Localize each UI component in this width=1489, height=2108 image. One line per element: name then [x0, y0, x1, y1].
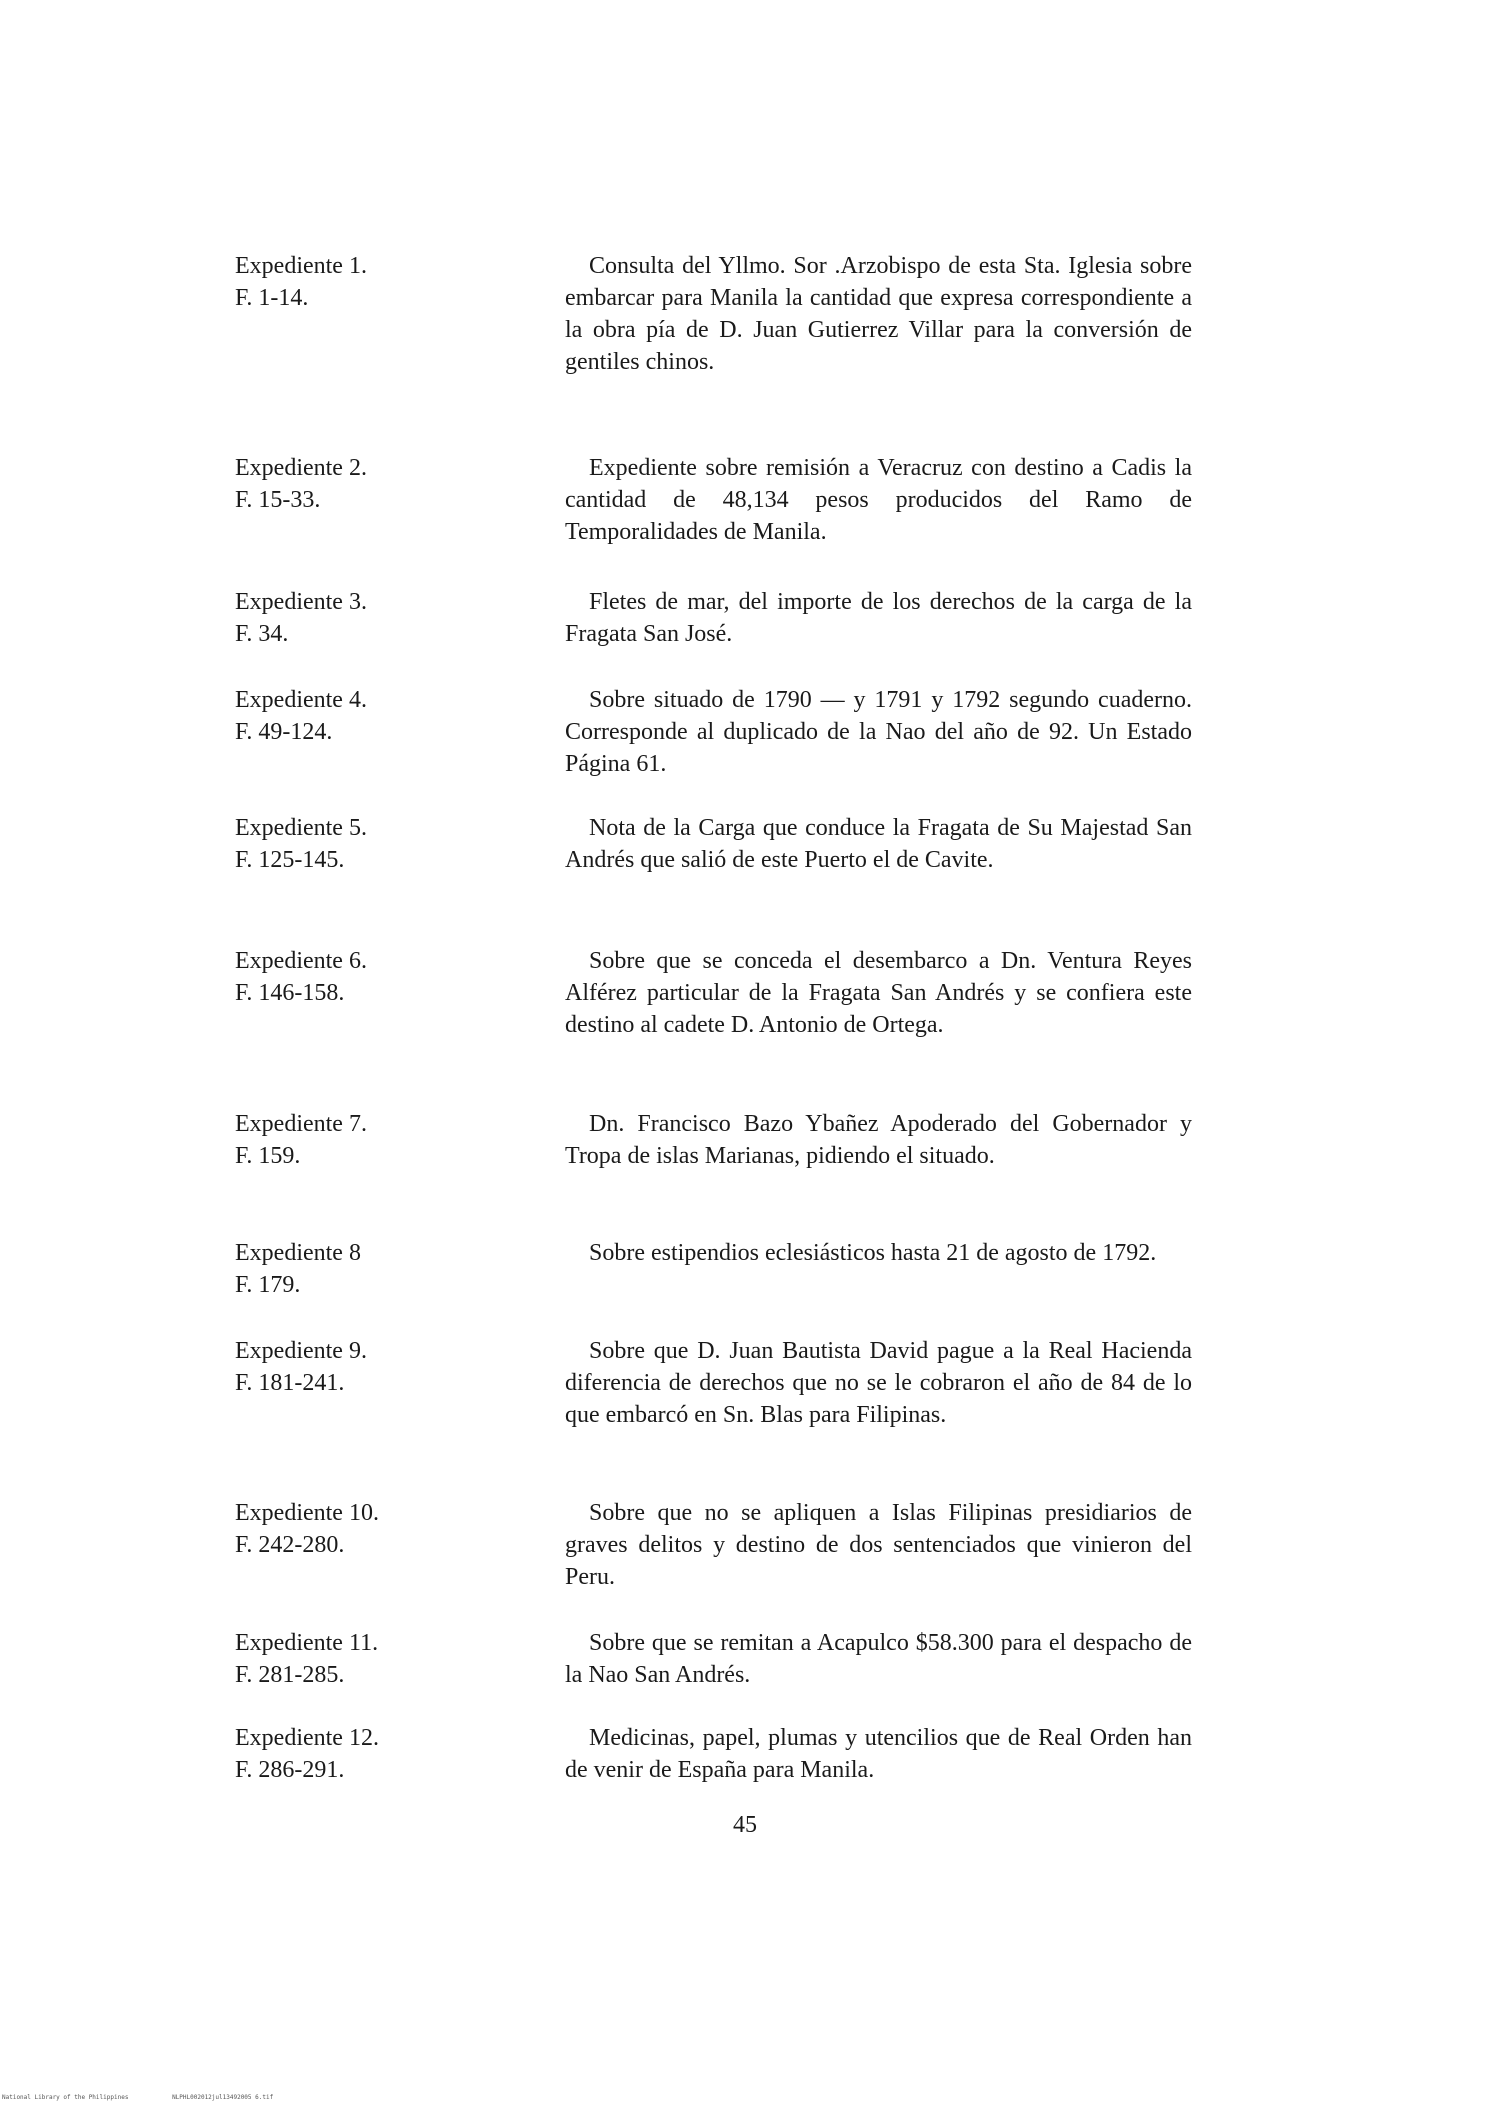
- expediente-reference: [235, 945, 495, 1009]
- expediente-label: Expediente 9.: [235, 1338, 367, 1364]
- folio-label: F. 242-280.: [235, 1532, 345, 1558]
- expediente-label: Expediente 10.: [235, 1500, 379, 1526]
- expediente-label: Expediente 7.: [235, 1111, 367, 1137]
- expediente-label: Expediente 11.: [235, 1630, 379, 1656]
- footer-library: National Library of the Philippines: [2, 2094, 129, 2101]
- folio-label: F. 179.: [235, 1272, 301, 1298]
- expediente-reference: [235, 812, 495, 876]
- folio-label: F. 146-158.: [235, 980, 345, 1006]
- folio-label: F. 286-291.: [235, 1757, 345, 1783]
- folio-label: F. 49-124.: [235, 719, 333, 745]
- expediente-label: Expediente 3.: [235, 589, 367, 615]
- expediente-description: Sobre que se conceda el desembarco a Dn. Ventura Reyes Alférez particular de la Fragata San Andrés y se confiera este destino al cadete D. Antonio de Ortega.: [565, 948, 1192, 1038]
- footer-file: NLPHL002012jul13492005 6.tif: [172, 2094, 274, 2101]
- expediente-label: Expediente 8: [235, 1240, 361, 1266]
- expediente-label: Expediente 1.: [235, 253, 367, 279]
- expediente-description: Sobre que no se apliquen a Islas Filipinas presidiarios de graves delitos y destino de dos sentenciados que vinieron del Peru.: [565, 1500, 1192, 1590]
- folio-label: F. 1-14.: [235, 285, 309, 311]
- expediente-reference: [235, 586, 495, 650]
- expediente-reference: [235, 452, 495, 516]
- expediente-description: Sobre estipendios eclesiásticos hasta 21 de agosto de 1792.: [589, 1240, 1157, 1266]
- folio-label: F. 159.: [235, 1143, 301, 1169]
- expediente-reference: [235, 1335, 495, 1399]
- expediente-label: Expediente 5.: [235, 815, 367, 841]
- page-number: 45: [733, 1812, 757, 1838]
- expediente-description: Medicinas, papel, plumas y utencilios que de Real Orden han de venir de España para Manila.: [565, 1725, 1192, 1783]
- scan-footer: [2, 2094, 313, 2101]
- expediente-reference: [235, 1108, 495, 1172]
- expediente-label: Expediente 2.: [235, 455, 367, 481]
- expediente-reference: [235, 1627, 495, 1691]
- folio-label: F. 281-285.: [235, 1662, 345, 1688]
- expediente-description: Sobre que se remitan a Acapulco $58.300 para el despacho de la Nao San Andrés.: [565, 1630, 1192, 1688]
- expediente-label: Expediente 6.: [235, 948, 367, 974]
- expediente-description: Expediente sobre remisión a Veracruz con destino a Cadis la cantidad de 48,134 pesos producidos del Ramo de Temporalidades de Manila.: [565, 455, 1192, 545]
- expediente-description: Sobre situado de 1790 — y 1791 y 1792 segundo cuaderno. Corresponde al duplicado de la Nao del año de 92. Un Estado Página 61.: [565, 687, 1192, 777]
- expediente-reference: [235, 1497, 495, 1561]
- folio-label: F. 15-33.: [235, 487, 321, 513]
- expediente-reference: [235, 250, 495, 314]
- expediente-reference: [235, 1722, 495, 1786]
- expediente-label: Expediente 4.: [235, 687, 367, 713]
- expediente-label: Expediente 12.: [235, 1725, 379, 1751]
- folio-label: F. 34.: [235, 621, 289, 647]
- folio-label: F. 181-241.: [235, 1370, 345, 1396]
- expediente-description: Fletes de mar, del importe de los derechos de la carga de la Fragata San José.: [565, 589, 1192, 647]
- expediente-description: Sobre que D. Juan Bautista David pague a la Real Hacienda diferencia de derechos que no se le cobraron el año de 84 de lo que embarcó en Sn. Blas para Filipinas.: [565, 1338, 1192, 1428]
- expediente-reference: [235, 684, 495, 748]
- expediente-reference: [235, 1237, 495, 1301]
- expediente-description: Nota de la Carga que conduce la Fragata de Su Majestad San Andrés que salió de este Puerto el de Cavite.: [565, 815, 1192, 873]
- folio-label: F. 125-145.: [235, 847, 345, 873]
- expediente-description: Consulta del Yllmo. Sor .Arzobispo de esta Sta. Iglesia sobre embarcar para Manila la cantidad que expresa correspondiente a la obra pía de D. Juan Gutierrez Villar para la conversión de gentiles chinos.: [565, 253, 1192, 375]
- expediente-description: Dn. Francisco Bazo Ybañez Apoderado del Gobernador y Tropa de islas Marianas, pidiendo el situado.: [565, 1111, 1192, 1169]
